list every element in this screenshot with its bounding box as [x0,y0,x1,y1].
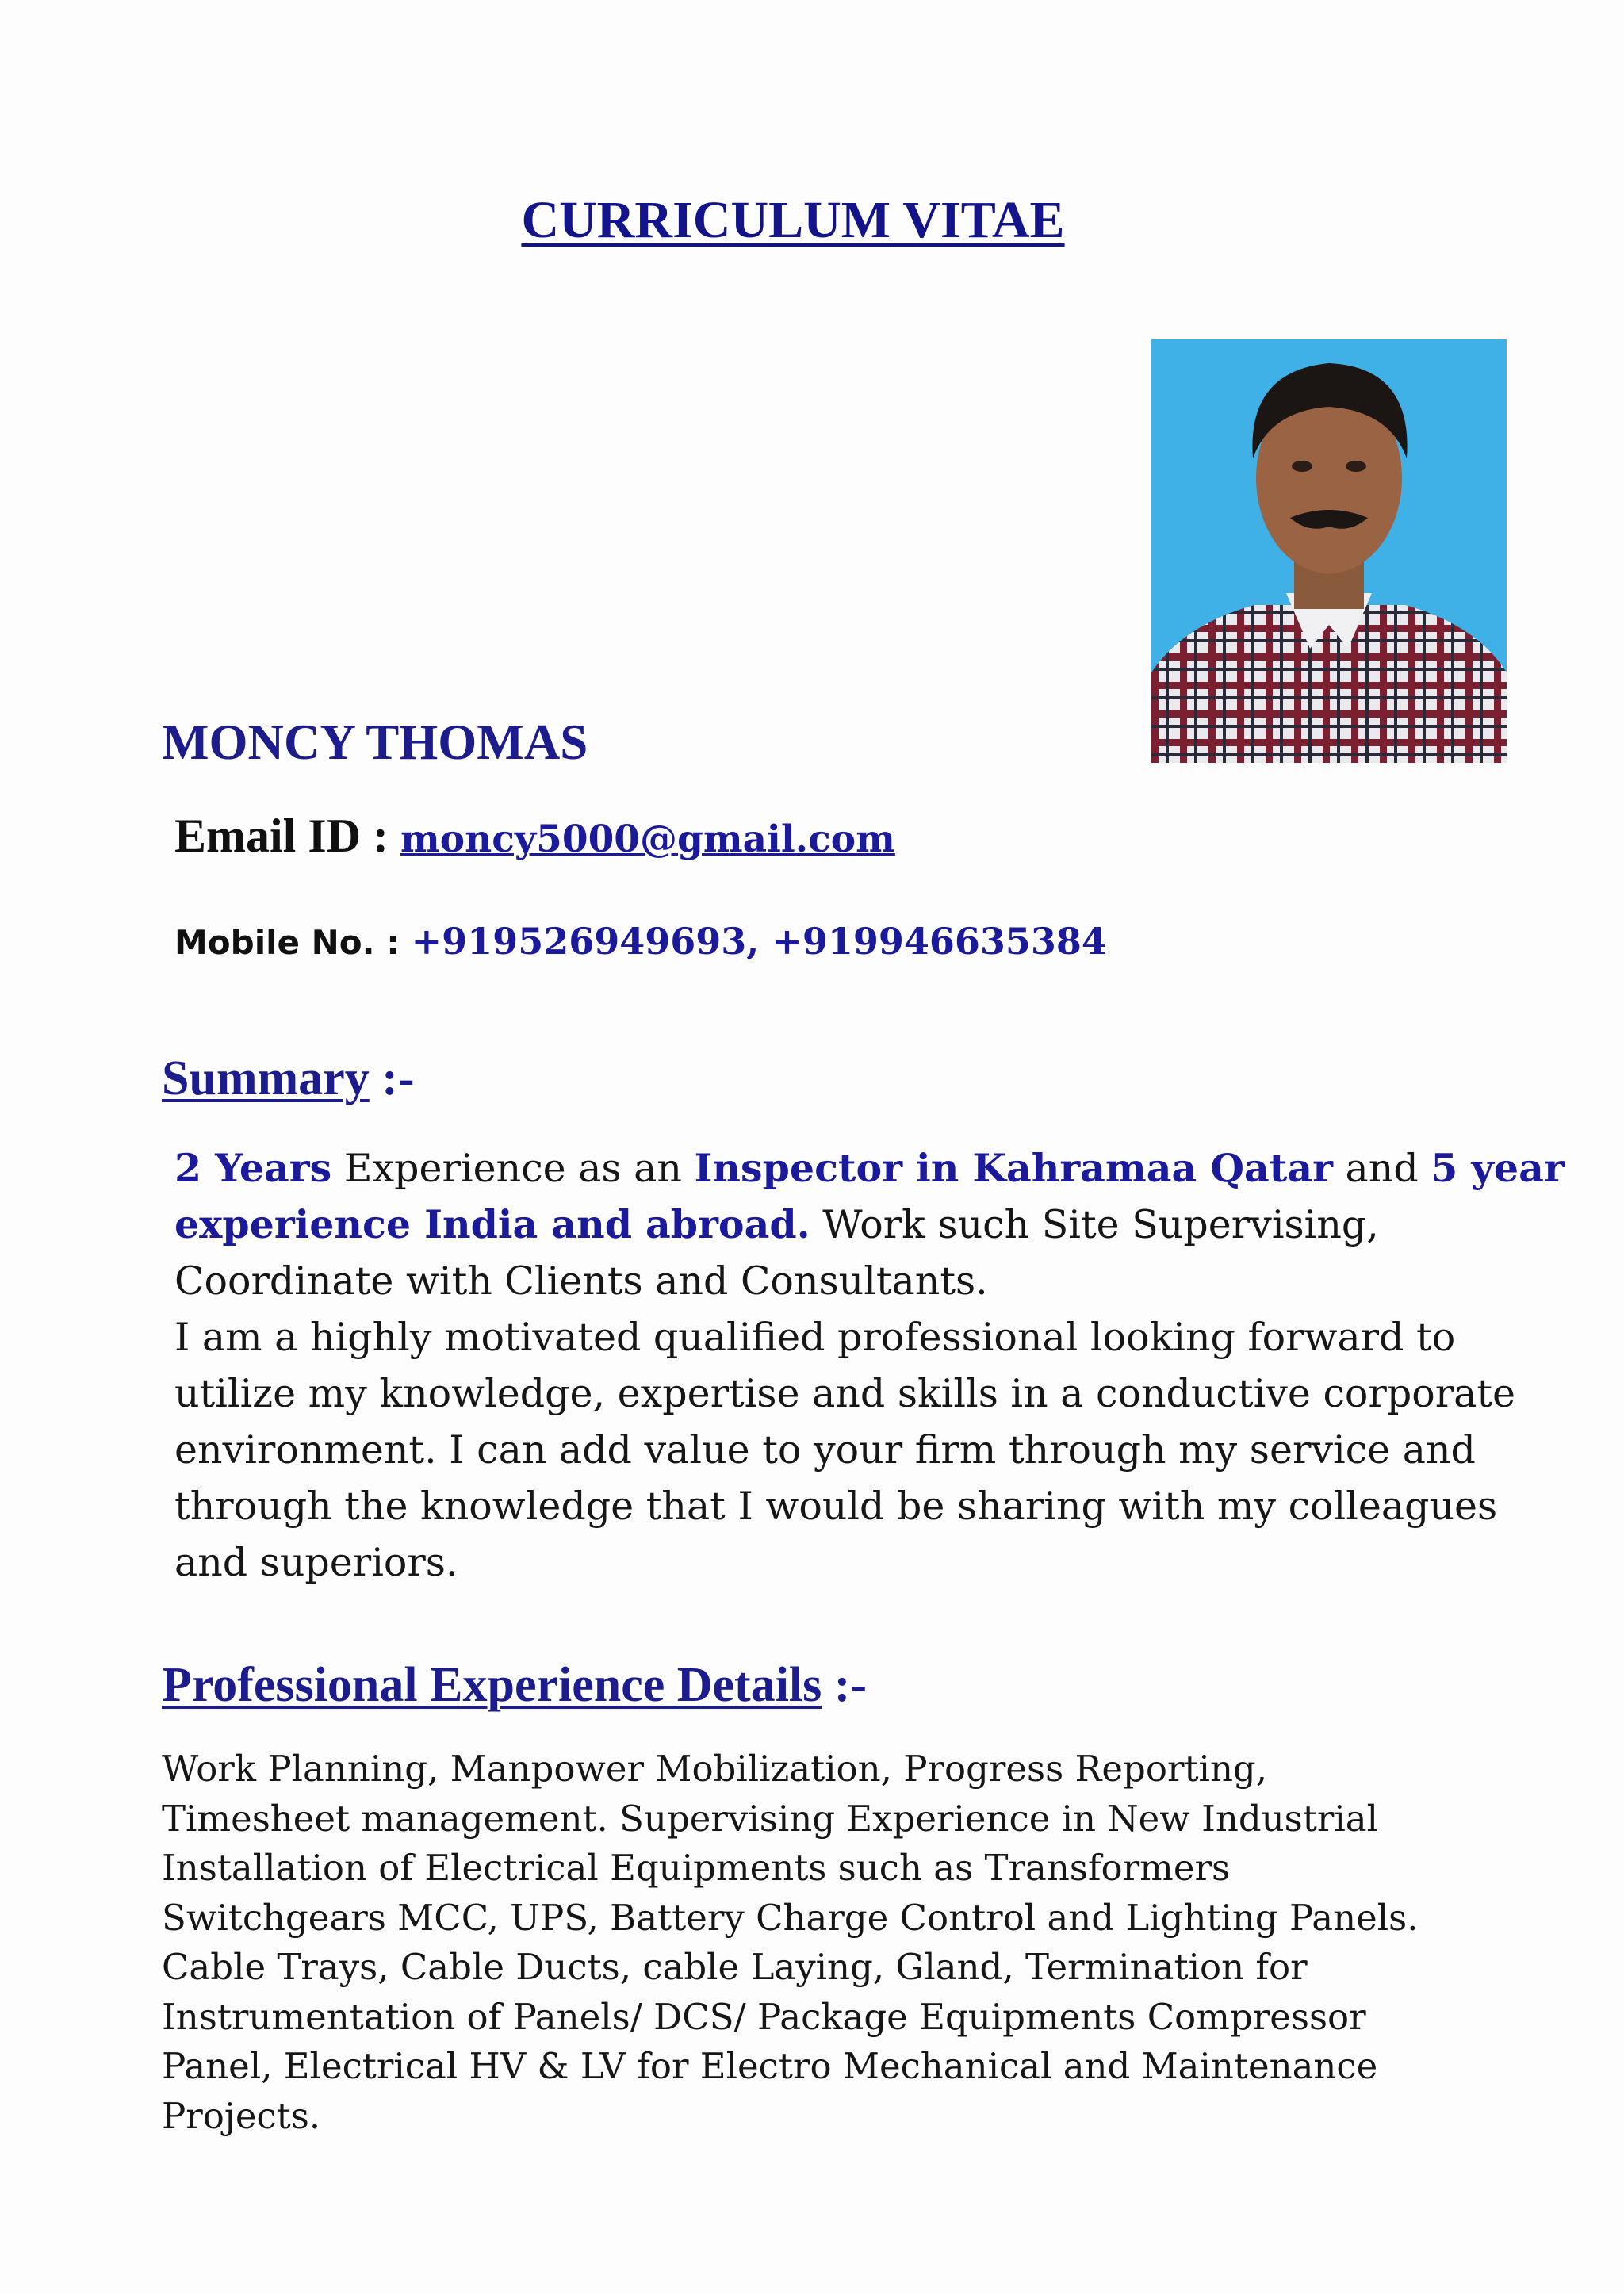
summary-heading-text: Summary [162,1051,370,1105]
summary-text [174,1140,1570,1591]
summary-highlight: Inspector in Kahramaa Qatar [694,1145,1333,1191]
mobile-numbers: +919526949693, +919946635384 [411,920,1107,963]
email-row [174,809,895,864]
summary-text-span: Experience as an [331,1146,695,1191]
experience-heading [162,1657,867,1714]
experience-heading-suffix: :- [822,1658,868,1712]
document-title: CURRICULUM VITAE [521,191,1065,249]
summary-text-span: and [1332,1146,1431,1191]
mobile-label: Mobile No. : [174,923,412,962]
summary-highlight: 5 year experience India and abroad. [174,1145,1565,1247]
summary-paragraph-2: I am a highly motivated qualified professional looking forward to utilize my knowledge, expertise and skills in a conductive corporate environment. I can add value to your firm through my service and through the knowledge that I would be sharing with my colleagues and superiors. [174,1315,1516,1585]
summary-text-span: Work such Site Supervising, Coordinate with Clients and Consultants. [174,1202,1379,1304]
mobile-row [174,920,1107,963]
candidate-name: MONCY THOMAS [162,714,588,770]
experience-heading-text: Professional Experience Details [162,1658,822,1712]
email-link[interactable]: moncy5000@gmail.com [400,818,895,861]
summary-heading-suffix: :- [369,1051,415,1105]
summary-heading [162,1051,415,1107]
experience-text: Work Planning, Manpower Mobilization, Progress Reporting, Timesheet management. Supervising Experience in New Industrial Installation of Electrical Equipments such as Transformers Switchgears MCC, UPS, Battery Charge Control and Lighting Panels. Cable Trays, Cable Ducts, cable Laying, Gland, Termination for Instrumentation of Panels/ DCS/ Package Equipments Compressor Panel, Electrical HV & LV for Electro Mechanical and Maintenance Projects. [162,1748,1419,2137]
summary-highlight: 2 Years [174,1145,332,1191]
profile-photo [1151,339,1507,763]
email-label: Email ID : [174,810,400,862]
summary-paragraph-1 [174,1140,1570,1309]
